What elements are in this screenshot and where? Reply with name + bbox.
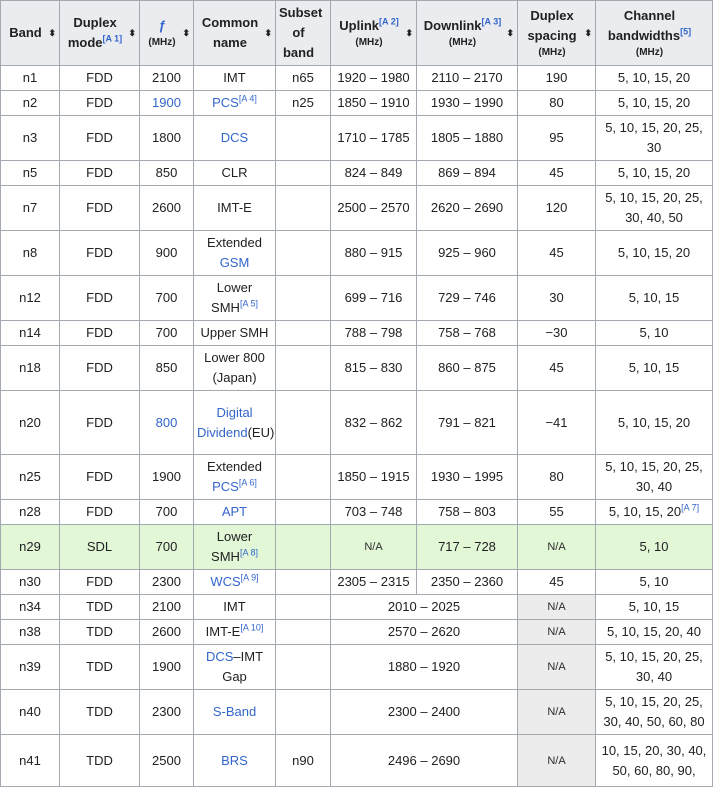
duplex-mode-cell: TDD xyxy=(60,645,140,690)
subset-cell xyxy=(276,321,331,346)
common-name-cell xyxy=(194,620,276,645)
frequency-cell: 1900 xyxy=(140,645,194,690)
header-downlink[interactable]: Downlink[A 3] (MHz) ⬍ xyxy=(417,1,518,66)
subset-cell xyxy=(276,690,331,735)
common-name-link: IMT-E xyxy=(205,624,241,639)
frequency-cell: 700 xyxy=(140,321,194,346)
table-row xyxy=(1,570,713,595)
common-name-link[interactable]: S-Band xyxy=(212,704,257,719)
table-row xyxy=(1,231,713,276)
common-name-link[interactable]: GSM xyxy=(219,255,250,270)
frequency-cell: 700 xyxy=(140,500,194,525)
duplex-spacing-cell: 80 xyxy=(518,91,596,116)
downlink-cell: 2620 – 2690 xyxy=(417,186,518,231)
common-name-link[interactable]: DCS xyxy=(220,130,249,145)
table-row xyxy=(1,186,713,231)
duplex-mode-cell: FDD xyxy=(60,570,140,595)
channel-bandwidths-cell: 5, 10 xyxy=(596,525,713,570)
duplex-spacing-cell: N/A xyxy=(518,735,596,787)
channel-bandwidths-cell: 5, 10, 15, 20 xyxy=(596,91,713,116)
table-row xyxy=(1,321,713,346)
duplex-mode-cell: FDD xyxy=(60,116,140,161)
subset-cell xyxy=(276,645,331,690)
subset-cell xyxy=(276,186,331,231)
channel-bandwidths-cell: 5, 10, 15, 20 xyxy=(596,66,713,91)
downlink-cell: 758 – 768 xyxy=(417,321,518,346)
duplex-spacing-cell: 45 xyxy=(518,231,596,276)
downlink-cell: 925 – 960 xyxy=(417,231,518,276)
common-name-cell: DCS–IMT Gap xyxy=(194,645,276,690)
common-name-link: CLR xyxy=(221,165,248,180)
table-row xyxy=(1,116,713,161)
duplex-mode-cell: FDD xyxy=(60,455,140,500)
frequency-cell: 2100 xyxy=(140,595,194,620)
channel-bandwidths-cell: 5, 10 xyxy=(596,321,713,346)
band-cell: n20 xyxy=(1,391,60,455)
reference-link[interactable]: [A 9] xyxy=(240,572,259,583)
common-name-link: Upper SMH xyxy=(200,325,269,340)
band-cell: n38 xyxy=(1,620,60,645)
uplink-cell: 2305 – 2315 xyxy=(331,570,417,595)
duplex-mode-cell: FDD xyxy=(60,500,140,525)
band-cell: n29 xyxy=(1,525,60,570)
common-name-cell xyxy=(194,321,276,346)
subset-cell xyxy=(276,276,331,321)
uplink-cell: 832 – 862 xyxy=(331,391,417,455)
duplex-mode-cell: TDD xyxy=(60,690,140,735)
table-row xyxy=(1,346,713,391)
downlink-cell: 1930 – 1995 xyxy=(417,455,518,500)
subset-cell xyxy=(276,525,331,570)
common-name-link[interactable]: BRS xyxy=(221,752,248,768)
channel-bandwidths-cell: 5, 10, 15, 20, 25, 30, 40, 50 xyxy=(596,186,713,231)
downlink-cell: 729 – 746 xyxy=(417,276,518,321)
duplex-spacing-cell: 45 xyxy=(518,570,596,595)
tdd-range-cell: 2496 – 2690 xyxy=(331,735,518,787)
common-name-link[interactable]: WCS xyxy=(210,574,241,589)
header-channel-bandwidths[interactable]: Channel bandwidths[5] (MHz) xyxy=(596,1,713,66)
tdd-range-cell: 2570 – 2620 xyxy=(331,620,518,645)
subset-cell: n25 xyxy=(276,91,331,116)
common-name-link[interactable]: APT xyxy=(221,504,248,519)
uplink-cell: 880 – 915 xyxy=(331,231,417,276)
frequency-cell: 2100 xyxy=(140,66,194,91)
downlink-cell: 860 – 875 xyxy=(417,346,518,391)
frequency-cell: 850 xyxy=(140,161,194,186)
subset-cell xyxy=(276,391,331,455)
frequency-cell: 2300 xyxy=(140,690,194,735)
uplink-cell: 2500 – 2570 xyxy=(331,186,417,231)
duplex-mode-cell: FDD xyxy=(60,66,140,91)
band-cell: n41 xyxy=(1,735,60,787)
downlink-cell: 758 – 803 xyxy=(417,500,518,525)
header-subset: Subset of band xyxy=(276,1,331,66)
common-name-cell xyxy=(194,690,276,735)
header-band[interactable]: Band ⬍ xyxy=(1,1,60,66)
uplink-cell: 1850 – 1915 xyxy=(331,455,417,500)
subset-cell xyxy=(276,455,331,500)
common-name-link: IMT xyxy=(223,70,246,85)
band-cell: n5 xyxy=(1,161,60,186)
table-row xyxy=(1,455,713,500)
common-name-link[interactable]: Digital Dividend xyxy=(197,404,253,440)
duplex-mode-cell: FDD xyxy=(60,231,140,276)
downlink-cell: 869 – 894 xyxy=(417,161,518,186)
downlink-cell: 2350 – 2360 xyxy=(417,570,518,595)
downlink-cell: 717 – 728 xyxy=(417,525,518,570)
common-name-link[interactable]: PCS xyxy=(212,95,239,110)
frequency-cell: 2600 xyxy=(140,186,194,231)
downlink-cell: 1930 – 1990 xyxy=(417,91,518,116)
header-common-name[interactable]: Common name ⬍ xyxy=(194,1,276,66)
frequency-cell: 800 xyxy=(140,391,194,455)
sort-arrows-icon[interactable]: ⬍ xyxy=(128,28,136,38)
duplex-spacing-cell: 95 xyxy=(518,116,596,161)
uplink-cell: 824 – 849 xyxy=(331,161,417,186)
uplink-cell: N/A xyxy=(331,525,417,570)
reference-link[interactable]: [A 6] xyxy=(238,477,257,488)
tdd-range-cell: 1880 – 1920 xyxy=(331,645,518,690)
band-cell: n7 xyxy=(1,186,60,231)
common-name-cell xyxy=(194,570,276,595)
subset-cell xyxy=(276,595,331,620)
band-cell: n2 xyxy=(1,91,60,116)
header-frequency[interactable]: ƒ (MHz) ⬍ xyxy=(140,1,194,66)
common-name-link: Lower SMH xyxy=(211,280,253,315)
band-cell: n30 xyxy=(1,570,60,595)
common-name-cell: Extended PCS[A 6] xyxy=(194,455,276,500)
table-row xyxy=(1,525,713,570)
table-row xyxy=(1,690,713,735)
duplex-spacing-cell: 120 xyxy=(518,186,596,231)
duplex-spacing-cell: N/A xyxy=(518,525,596,570)
common-name-cell xyxy=(194,91,276,116)
common-name-cell xyxy=(194,66,276,91)
table-row xyxy=(1,66,713,91)
duplex-spacing-cell: 45 xyxy=(518,161,596,186)
duplex-mode-cell: TDD xyxy=(60,620,140,645)
common-name-cell xyxy=(194,346,276,391)
table-row xyxy=(1,161,713,186)
channel-bandwidths-cell: 5, 10, 15, 20, 25, 30, 40, 50, 60, 80 xyxy=(596,690,713,735)
common-name-link[interactable]: DCS xyxy=(205,649,234,664)
frequency-cell: 2600 xyxy=(140,620,194,645)
reference-link[interactable]: [A 10] xyxy=(240,622,264,633)
reference-link[interactable]: [A 5] xyxy=(239,298,258,309)
header-duplex-spacing[interactable]: Duplex spacing (MHz) ⬍ xyxy=(518,1,596,66)
sort-arrows-icon[interactable]: ⬍ xyxy=(405,28,413,38)
frequency-cell: 700 xyxy=(140,276,194,321)
uplink-cell: 699 – 716 xyxy=(331,276,417,321)
duplex-mode-cell: FDD xyxy=(60,276,140,321)
band-cell: n1 xyxy=(1,66,60,91)
subset-cell xyxy=(276,346,331,391)
common-name-cell xyxy=(194,186,276,231)
band-cell: n25 xyxy=(1,455,60,500)
channel-bandwidths-cell: 5, 10, 15, 20, 40 xyxy=(596,620,713,645)
channel-bandwidths-cell: 5, 10, 15, 20, 25, 30 xyxy=(596,116,713,161)
common-name-link: Lower 800 (Japan) xyxy=(204,350,265,385)
common-name-link: IMT-E xyxy=(217,200,252,215)
table-row xyxy=(1,391,713,455)
common-name-link: IMT xyxy=(223,599,246,614)
duplex-spacing-cell: 55 xyxy=(518,500,596,525)
frequency-cell: 850 xyxy=(140,346,194,391)
band-cell: n40 xyxy=(1,690,60,735)
channel-bandwidths-cell: 5, 10, 15 xyxy=(596,595,713,620)
duplex-mode-cell: FDD xyxy=(60,346,140,391)
table-row xyxy=(1,595,713,620)
duplex-mode-cell: FDD xyxy=(60,186,140,231)
subset-cell xyxy=(276,570,331,595)
common-name-cell: Extended GSM xyxy=(194,231,276,276)
table-row xyxy=(1,91,713,116)
downlink-cell: 2110 – 2170 xyxy=(417,66,518,91)
band-cell: n3 xyxy=(1,116,60,161)
sort-arrows-icon[interactable]: ⬍ xyxy=(182,28,190,38)
downlink-cell: 791 – 821 xyxy=(417,391,518,455)
channel-bandwidths-cell: 5, 10, 15, 20 xyxy=(596,161,713,186)
uplink-cell: 1710 – 1785 xyxy=(331,116,417,161)
subset-cell xyxy=(276,500,331,525)
uplink-cell: 1850 – 1910 xyxy=(331,91,417,116)
frequency-cell: 2500 xyxy=(140,735,194,787)
duplex-mode-cell: FDD xyxy=(60,91,140,116)
sort-arrows-icon[interactable]: ⬍ xyxy=(264,28,272,38)
channel-bandwidths-cell: 5, 10, 15 xyxy=(596,276,713,321)
frequency-cell: 700 xyxy=(140,525,194,570)
reference-link[interactable]: [A 7] xyxy=(681,502,700,513)
frequency-cell: 900 xyxy=(140,231,194,276)
reference-link[interactable]: [A 4] xyxy=(238,93,257,104)
common-name-cell xyxy=(194,116,276,161)
uplink-cell: 1920 – 1980 xyxy=(331,66,417,91)
uplink-cell: 815 – 830 xyxy=(331,346,417,391)
duplex-spacing-cell: N/A xyxy=(518,595,596,620)
band-cell: n12 xyxy=(1,276,60,321)
band-cell: n18 xyxy=(1,346,60,391)
band-cell: n8 xyxy=(1,231,60,276)
reference-link[interactable]: [A 8] xyxy=(239,547,258,558)
duplex-spacing-cell: −30 xyxy=(518,321,596,346)
channel-bandwidths-cell: 5, 10 xyxy=(596,570,713,595)
common-name-cell xyxy=(194,595,276,620)
downlink-cell: 1805 – 1880 xyxy=(417,116,518,161)
subset-cell xyxy=(276,116,331,161)
frequency-cell: 1900 xyxy=(140,455,194,500)
common-name-cell xyxy=(194,500,276,525)
common-name-link[interactable]: PCS xyxy=(212,479,239,494)
subset-cell: n65 xyxy=(276,66,331,91)
common-name-cell xyxy=(194,276,276,321)
duplex-mode-cell: TDD xyxy=(60,735,140,787)
duplex-spacing-cell: −41 xyxy=(518,391,596,455)
duplex-spacing-cell: 80 xyxy=(518,455,596,500)
duplex-spacing-cell: N/A xyxy=(518,620,596,645)
table-row xyxy=(1,500,713,525)
subset-cell: n90 xyxy=(276,735,331,787)
band-cell: n39 xyxy=(1,645,60,690)
table-row xyxy=(1,645,713,690)
duplex-spacing-cell: 190 xyxy=(518,66,596,91)
channel-bandwidths-cell: 5, 10, 15, 20[A 7] xyxy=(596,500,713,525)
duplex-spacing-cell: N/A xyxy=(518,690,596,735)
tdd-range-cell: 2010 – 2025 xyxy=(331,595,518,620)
duplex-mode-cell: FDD xyxy=(60,321,140,346)
channel-bandwidths-cell: 5, 10, 15, 20, 25, 30, 40 xyxy=(596,645,713,690)
duplex-mode-cell: SDL xyxy=(60,525,140,570)
table-body xyxy=(1,66,713,787)
band-cell: n14 xyxy=(1,321,60,346)
uplink-cell: 788 – 798 xyxy=(331,321,417,346)
header-row xyxy=(1,1,713,66)
common-name-cell: Digital Dividend(EU) xyxy=(194,391,276,455)
duplex-spacing-cell: 45 xyxy=(518,346,596,391)
duplex-mode-cell: FDD xyxy=(60,391,140,455)
channel-bandwidths-cell: 5, 10, 15 xyxy=(596,346,713,391)
channel-bandwidths-cell: 5, 10, 15, 20 xyxy=(596,391,713,455)
subset-cell xyxy=(276,231,331,276)
band-cell: n28 xyxy=(1,500,60,525)
subset-cell xyxy=(276,161,331,186)
channel-bandwidths-cell: 5, 10, 15, 20, 25, 30, 40 xyxy=(596,455,713,500)
duplex-spacing-cell: N/A xyxy=(518,645,596,690)
common-name-cell xyxy=(194,161,276,186)
table-row xyxy=(1,620,713,645)
common-name-cell xyxy=(194,525,276,570)
sort-arrows-icon[interactable]: ⬍ xyxy=(48,28,56,38)
channel-bandwidths-cell: 5, 10, 15, 20 xyxy=(596,231,713,276)
subset-cell xyxy=(276,620,331,645)
channel-bandwidths-cell: 10, 15, 20, 30, 40, 50, 60, 80, 90, xyxy=(596,735,713,787)
duplex-spacing-cell: 30 xyxy=(518,276,596,321)
header-uplink[interactable]: Uplink[A 2] (MHz) ⬍ xyxy=(331,1,417,66)
sort-arrows-icon[interactable]: ⬍ xyxy=(584,28,592,38)
duplex-mode-cell: TDD xyxy=(60,595,140,620)
header-duplex-mode[interactable]: Duplex mode[A 1] ⬍ xyxy=(60,1,140,66)
common-name-link: Lower SMH xyxy=(211,529,253,564)
frequency-cell: 2300 xyxy=(140,570,194,595)
table-row xyxy=(1,276,713,321)
frequency-cell: 1900 xyxy=(140,91,194,116)
duplex-mode-cell: FDD xyxy=(60,161,140,186)
band-cell: n34 xyxy=(1,595,60,620)
sort-arrows-icon[interactable]: ⬍ xyxy=(506,28,514,38)
frequency-cell: 1800 xyxy=(140,116,194,161)
uplink-cell: 703 – 748 xyxy=(331,500,417,525)
tdd-range-cell: 2300 – 2400 xyxy=(331,690,518,735)
